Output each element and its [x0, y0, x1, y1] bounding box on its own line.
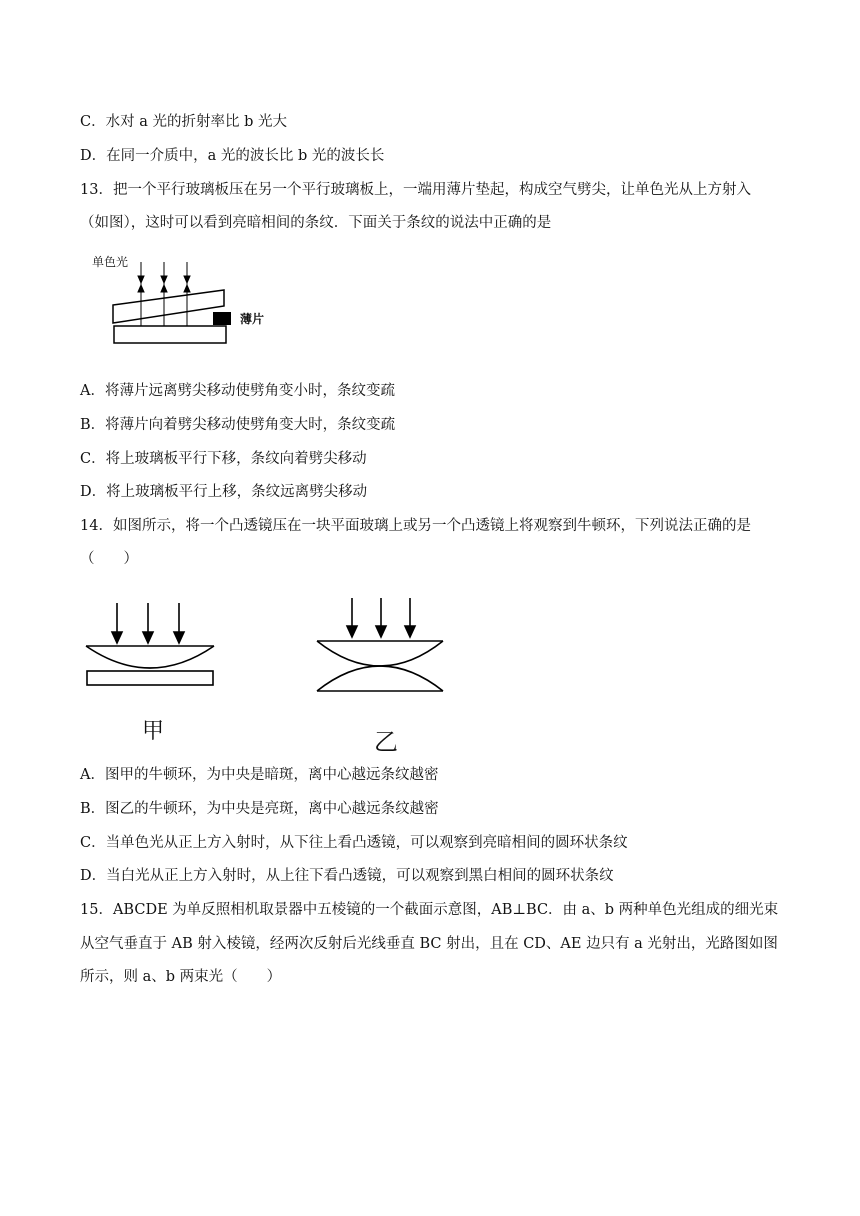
- label-figure-jia: 甲: [142, 719, 165, 744]
- q13-option-a: A．将薄片远离劈尖移动使劈角变小时，条纹变疏: [80, 383, 395, 399]
- q14-option-a: A．图甲的牛顿环，为中央是暗斑，离中心越远条纹越密: [80, 767, 439, 783]
- light-arrows: [138, 262, 190, 326]
- label-monochromatic-light: 单色光: [92, 255, 129, 269]
- q14-figure-right-two-lenses: [317, 598, 443, 691]
- q13-stem-line1: 13．把一个平行玻璃板压在另一个平行玻璃板上，一端用薄片垫起，构成空气劈尖，让单色光从上方射入: [80, 182, 751, 198]
- q13-option-c: C．将上玻璃板平行下移，条纹向着劈尖移动: [80, 451, 367, 467]
- q12-option-c: C．水对 a 光的折射率比 b 光大: [80, 114, 287, 130]
- q15-stem-line3: 所示，则 a、b 两束光（ ）: [80, 969, 282, 985]
- top-glass-plate: [113, 290, 224, 323]
- q12-option-d: D．在同一介质中，a 光的波长比 b 光的波长长: [80, 148, 385, 164]
- q14-stem-line2: （ ）: [80, 551, 138, 567]
- bottom-glass-plate: [114, 326, 226, 343]
- q14-option-d: D．当白光从正上方入射时，从上往下看凸透镜，可以观察到黑白相间的圆环状条纹: [80, 868, 614, 884]
- label-figure-yi: 乙: [374, 728, 398, 756]
- label-shim: 薄片: [240, 312, 265, 326]
- q14-option-b: B．图乙的牛顿环，为中央是亮斑，离中心越远条纹越密: [80, 801, 439, 817]
- q14-option-c: C．当单色光从正上方入射时，从下往上看凸透镜，可以观察到亮暗相间的圆环状条纹: [80, 835, 628, 851]
- q14-stem-line1: 14．如图所示，将一个凸透镜压在一块平面玻璃上或另一个凸透镜上将观察到牛顿环，下列说法正确的是: [80, 518, 751, 534]
- q14-figure-left-lens-on-plate: [86, 603, 214, 685]
- q13-stem-line2: （如图），这时可以看到亮暗相间的条纹．下面关于条纹的说法中正确的是: [80, 215, 552, 231]
- q15-stem-line1: 15．ABCDE 为单反照相机取景器中五棱镜的一个截面示意图，AB⊥BC．由 a、b 两种单色光组成的细光束: [80, 902, 779, 918]
- shim-block: [213, 312, 231, 325]
- q13-option-b: B．将薄片向着劈尖移动使劈角变大时，条纹变疏: [80, 417, 396, 433]
- q13-option-d: D．将上玻璃板平行上移，条纹远离劈尖移动: [80, 484, 368, 500]
- q15-stem-line2: 从空气垂直于 AB 射入棱镜，经两次反射后光线垂直 BC 射出，且在 CD、AE 边只有 a 光射出，光路图如图: [80, 936, 778, 952]
